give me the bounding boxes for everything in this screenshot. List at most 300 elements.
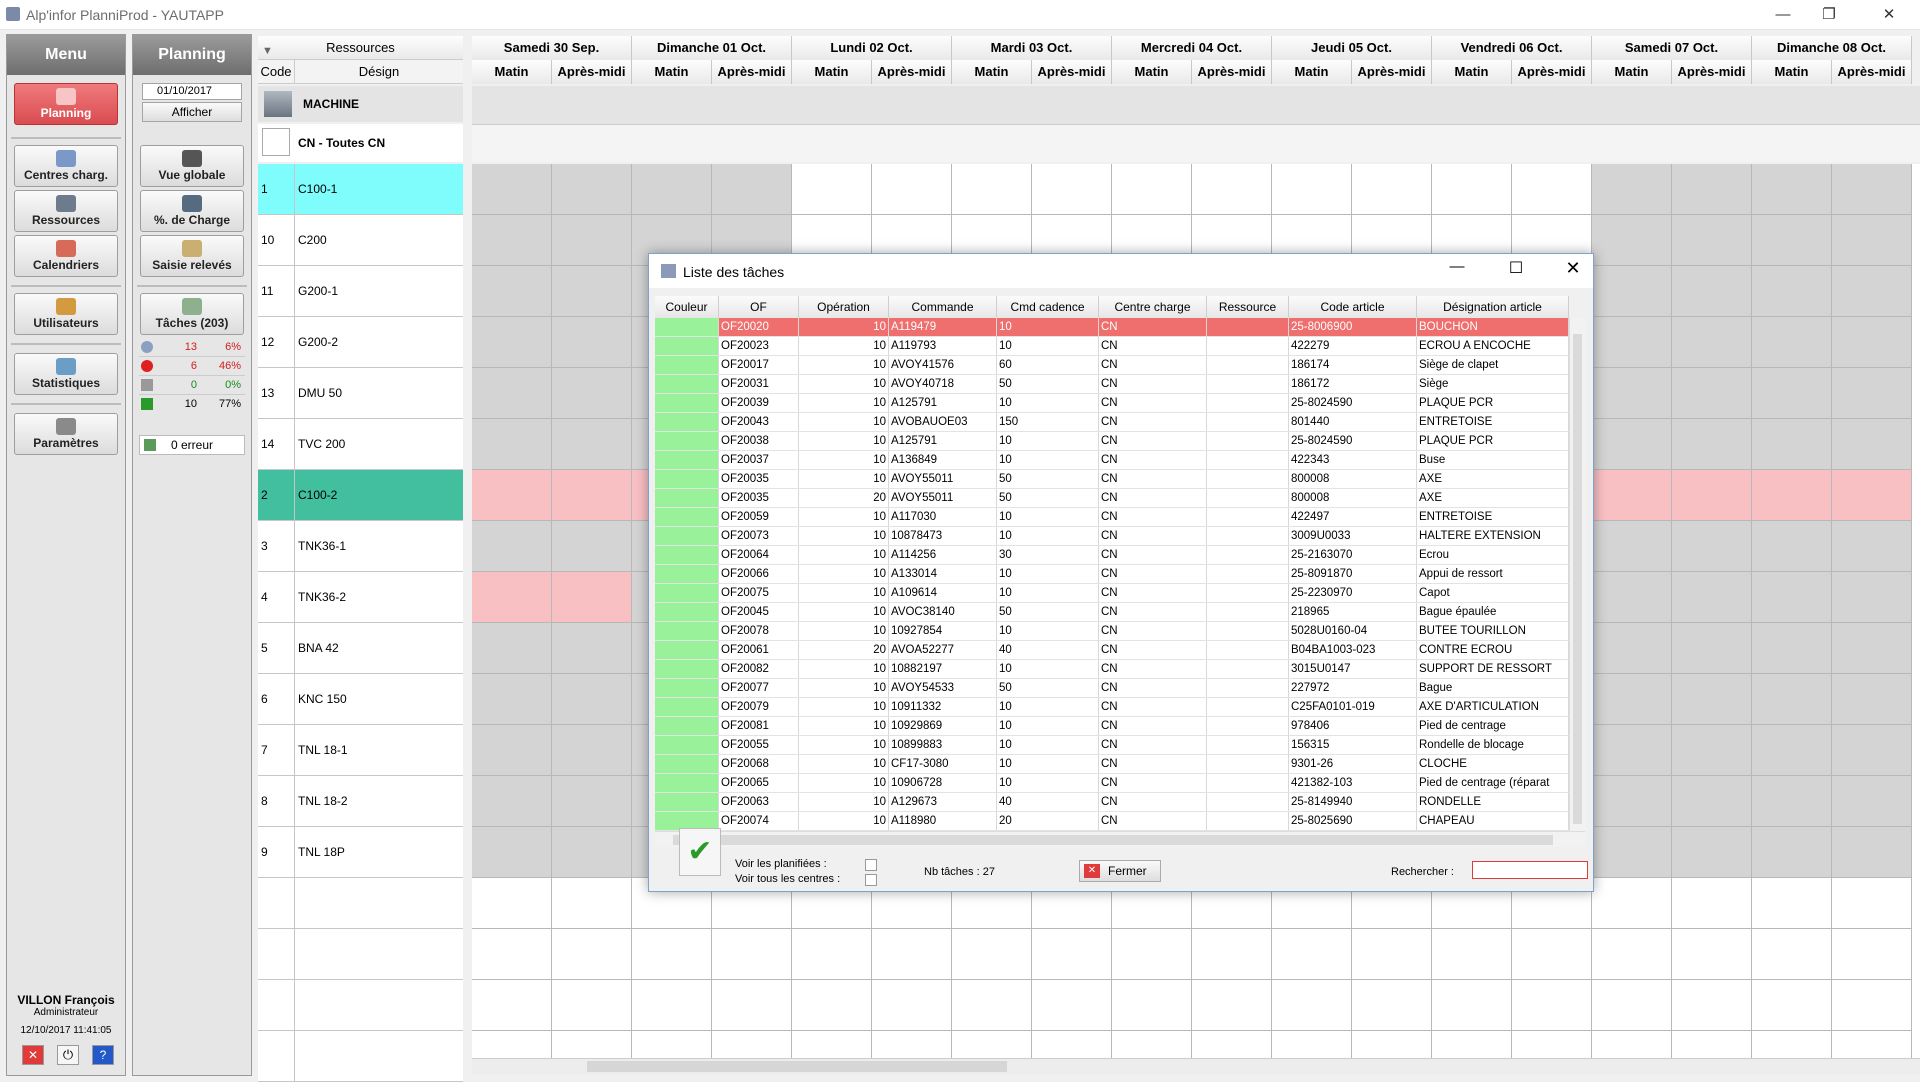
grid-cell[interactable] (552, 164, 632, 215)
grid-cell[interactable] (552, 827, 632, 878)
validate-check-icon[interactable]: ✔ (679, 828, 721, 876)
grid-cell[interactable] (1832, 368, 1912, 419)
window-title: Alp'infor PlanniProd - YAUTAPP (26, 7, 224, 23)
grid-cell[interactable] (472, 827, 552, 878)
grid-cell[interactable] (552, 623, 632, 674)
grid-cell[interactable] (1592, 368, 1672, 419)
date-input[interactable]: 01/10/2017 (142, 83, 242, 100)
grid-cell[interactable] (1672, 215, 1752, 266)
grid-cell[interactable] (1672, 470, 1752, 521)
grid-cell[interactable] (872, 164, 952, 215)
task-row[interactable] (655, 337, 1569, 356)
grid-cell[interactable] (1672, 776, 1752, 827)
grid-cell[interactable] (1592, 827, 1672, 878)
task-table[interactable] (655, 318, 1569, 831)
grid-cell[interactable] (1352, 929, 1432, 980)
maximize-button[interactable]: ❐ (1822, 6, 1836, 23)
task-cell: 10 (799, 318, 889, 336)
grid-cell[interactable] (472, 980, 552, 1031)
grid-cell[interactable] (1512, 1031, 1592, 1058)
task-cell (1207, 641, 1289, 659)
grid-cell[interactable] (792, 980, 872, 1031)
voir-centres-checkbox[interactable] (865, 874, 877, 886)
col-code[interactable]: Code (258, 60, 295, 84)
grid-cell[interactable] (552, 725, 632, 776)
grid-cell[interactable] (472, 1031, 552, 1058)
grid-cell[interactable] (1272, 1031, 1352, 1058)
grid-cell[interactable] (952, 164, 1032, 215)
grid-cell[interactable] (1752, 878, 1832, 929)
dialog-maximize-button[interactable]: ☐ (1508, 260, 1524, 277)
grid-cell[interactable] (1832, 215, 1912, 266)
grid-cell[interactable] (1112, 980, 1192, 1031)
search-input[interactable] (1472, 861, 1588, 879)
grid-cell[interactable] (872, 1031, 952, 1058)
grid-cell[interactable] (1032, 164, 1112, 215)
task-row[interactable] (655, 470, 1569, 489)
grid-cell[interactable] (1592, 164, 1672, 215)
power-icon[interactable]: ⏻ (57, 1045, 79, 1065)
task-row[interactable] (655, 660, 1569, 679)
grid-cell[interactable] (1432, 980, 1512, 1031)
grid-cell[interactable] (1672, 317, 1752, 368)
grid-cell[interactable] (1832, 1031, 1912, 1058)
task-row[interactable] (655, 565, 1569, 584)
task-cell: Pied de centrage (1417, 717, 1569, 735)
grid-cell[interactable] (552, 368, 632, 419)
resource-row[interactable] (258, 827, 463, 878)
col-code-article[interactable]: Code article (1289, 296, 1417, 318)
resource-row[interactable] (258, 215, 463, 266)
task-row[interactable] (655, 793, 1569, 812)
grid-cell[interactable] (1592, 929, 1672, 980)
resource-name: C100-2 (298, 488, 338, 502)
task-cell: CN (1099, 489, 1207, 507)
task-cell: AVOY41576 (889, 356, 997, 374)
charge-button[interactable]: %. de Charge (140, 190, 244, 232)
grid-cell[interactable] (472, 419, 552, 470)
grid-cell[interactable] (1672, 164, 1752, 215)
halfday-am: Matin (632, 60, 712, 84)
task-row[interactable] (655, 717, 1569, 736)
tools-icon (141, 379, 153, 391)
task-cell (1207, 318, 1289, 336)
grid-cell[interactable] (632, 1031, 712, 1058)
grid-cell[interactable] (1672, 368, 1752, 419)
task-cell: ENTRETOISE (1417, 508, 1569, 526)
grid-cell[interactable] (1432, 164, 1512, 215)
grid-cell[interactable] (1832, 725, 1912, 776)
task-cell (1207, 603, 1289, 621)
grid-cell[interactable] (1192, 929, 1272, 980)
resource-row[interactable] (258, 521, 463, 572)
task-row[interactable] (655, 679, 1569, 698)
task-cell: 10 (799, 717, 889, 735)
grid-cell[interactable] (1752, 521, 1832, 572)
resource-row[interactable] (258, 266, 463, 317)
grid-cell[interactable] (1832, 980, 1912, 1031)
grid-cell[interactable] (1832, 674, 1912, 725)
task-cell (1207, 451, 1289, 469)
grid-cell[interactable] (1832, 623, 1912, 674)
halfday-pm: Après-midi (1352, 60, 1432, 84)
task-row[interactable] (655, 546, 1569, 565)
grid-cell[interactable] (552, 776, 632, 827)
grid-cell[interactable] (792, 929, 872, 980)
grid-cell[interactable] (872, 980, 952, 1031)
grid-cell[interactable] (1672, 623, 1752, 674)
grid-cell[interactable] (1592, 776, 1672, 827)
grid-cell[interactable] (1672, 1031, 1752, 1058)
grid-cell[interactable] (1672, 980, 1752, 1031)
grid-cell[interactable] (552, 674, 632, 725)
grid-cell[interactable] (1112, 929, 1192, 980)
col-commande[interactable]: Commande (889, 296, 997, 318)
grid-cell[interactable] (1192, 1031, 1272, 1058)
resource-row[interactable] (258, 725, 463, 776)
grid-cell[interactable] (1512, 929, 1592, 980)
task-cell: CF17-3080 (889, 755, 997, 773)
grid-cell[interactable] (712, 929, 792, 980)
task-cell: OF20037 (719, 451, 799, 469)
grid-cell[interactable] (792, 1031, 872, 1058)
grid-cell[interactable] (1752, 623, 1832, 674)
task-cell: OF20063 (719, 793, 799, 811)
task-cell: 10 (997, 698, 1099, 716)
grid-cell[interactable] (1512, 980, 1592, 1031)
grid-cell[interactable] (1272, 929, 1352, 980)
grid-cell[interactable] (1832, 317, 1912, 368)
task-row[interactable] (655, 603, 1569, 622)
alert-icon (141, 360, 153, 372)
grid-cell[interactable] (1592, 317, 1672, 368)
dialog-close-button[interactable]: ✕ (1565, 258, 1581, 278)
grid-cell[interactable] (472, 572, 552, 623)
grid-cell[interactable] (552, 266, 632, 317)
grid-cell[interactable] (632, 164, 712, 215)
color-cell (655, 527, 719, 545)
task-cell (1207, 660, 1289, 678)
task-row[interactable] (655, 508, 1569, 527)
col-of[interactable]: OF (719, 296, 799, 318)
grid-cell[interactable] (1832, 266, 1912, 317)
group-machine[interactable]: MACHINE (258, 86, 463, 122)
grid-cell[interactable] (1192, 164, 1272, 215)
grid-cell[interactable] (1432, 1031, 1512, 1058)
task-cell: 10 (799, 679, 889, 697)
grid-cell[interactable] (1592, 419, 1672, 470)
grid-cell[interactable] (1432, 929, 1512, 980)
grid-cell[interactable] (1672, 572, 1752, 623)
halfday-am: Matin (472, 60, 552, 84)
task-row[interactable] (655, 812, 1569, 831)
task-cell: 10 (799, 660, 889, 678)
error-button[interactable]: 0 erreur (139, 435, 245, 455)
col-cmd-cadence[interactable]: Cmd cadence (997, 296, 1099, 318)
resource-row[interactable] (258, 164, 463, 215)
task-cell: CN (1099, 470, 1207, 488)
menu-ressources-button[interactable]: Ressources (14, 190, 118, 232)
grid-cell[interactable] (472, 470, 552, 521)
grid-cell[interactable] (472, 215, 552, 266)
grid-cell[interactable] (472, 266, 552, 317)
task-cell: CN (1099, 793, 1207, 811)
grid-cell[interactable] (1352, 1031, 1432, 1058)
grid-cell[interactable] (1752, 470, 1832, 521)
grid-cell[interactable] (1752, 215, 1832, 266)
grid-cell[interactable] (1112, 1031, 1192, 1058)
task-row[interactable] (655, 755, 1569, 774)
col-ressource[interactable]: Ressource (1207, 296, 1289, 318)
grid-cell[interactable] (952, 929, 1032, 980)
grid-cell[interactable] (1832, 164, 1912, 215)
grid-cell[interactable] (1672, 827, 1752, 878)
afficher-button[interactable]: Afficher (142, 102, 242, 122)
task-row[interactable] (655, 413, 1569, 432)
day-header-cell: Lundi 02 Oct. (792, 36, 952, 60)
task-cell: Capot (1417, 584, 1569, 602)
grid-cell[interactable] (1672, 266, 1752, 317)
grid-cell[interactable] (1752, 317, 1832, 368)
grid-cell[interactable] (1272, 980, 1352, 1031)
resource-row[interactable] (258, 317, 463, 368)
grid-cell[interactable] (1592, 623, 1672, 674)
help-icon[interactable]: ? (92, 1045, 114, 1065)
grid-cell[interactable] (472, 623, 552, 674)
grid-cell[interactable] (1592, 470, 1672, 521)
grid-cell[interactable] (1592, 572, 1672, 623)
menu-centres-button[interactable]: Centres charg. (14, 145, 118, 187)
resource-row[interactable] (258, 776, 463, 827)
menu-statistiques-button[interactable]: Statistiques (14, 353, 118, 395)
grid-cell[interactable] (1032, 1031, 1112, 1058)
resource-row[interactable] (258, 674, 463, 725)
taches-button[interactable]: Tâches (203) (140, 293, 244, 335)
grid-cell[interactable] (1752, 929, 1832, 980)
grid-cell[interactable] (1032, 929, 1112, 980)
grid-cell[interactable] (1672, 725, 1752, 776)
day-header-cell: Jeudi 05 Oct. (1272, 36, 1432, 60)
task-row[interactable] (655, 736, 1569, 755)
grid-cell[interactable] (1352, 164, 1432, 215)
halfday-pm: Après-midi (872, 60, 952, 84)
grid-cell[interactable] (472, 521, 552, 572)
col-d-signation-article[interactable]: Désignation article (1417, 296, 1569, 318)
close-button[interactable]: ✕ (1882, 6, 1896, 23)
grid-cell[interactable] (1512, 164, 1592, 215)
grid-cell[interactable] (1752, 827, 1832, 878)
task-cell: RONDELLE (1417, 793, 1569, 811)
grid-cell[interactable] (1752, 164, 1832, 215)
grid-cell[interactable] (632, 980, 712, 1031)
grid-cell[interactable] (1752, 776, 1832, 827)
task-row[interactable] (655, 451, 1569, 470)
resource-code: 3 (261, 539, 268, 553)
grid-cell[interactable] (472, 368, 552, 419)
task-cell: CN (1099, 584, 1207, 602)
table-hscrollbar[interactable] (655, 831, 1585, 847)
resource-name: TNL 18-1 (298, 743, 348, 757)
grid-cell[interactable] (1272, 164, 1352, 215)
grid-cell[interactable] (472, 164, 552, 215)
task-cell (1207, 356, 1289, 374)
task-cell: 10 (799, 451, 889, 469)
resource-code: 1 (261, 182, 268, 196)
day-header-cell: Mardi 03 Oct. (952, 36, 1112, 60)
grid-cell[interactable] (552, 470, 632, 521)
settings-icon (56, 418, 76, 435)
task-row[interactable] (655, 489, 1569, 508)
grid-cell[interactable] (472, 878, 552, 929)
grid-cell[interactable] (1752, 572, 1832, 623)
grid-cell[interactable] (552, 572, 632, 623)
grid-cell[interactable] (1672, 521, 1752, 572)
task-cell (1207, 489, 1289, 507)
task-row[interactable] (655, 375, 1569, 394)
task-row[interactable] (655, 774, 1569, 793)
grid-cell[interactable] (1672, 878, 1752, 929)
task-row[interactable] (655, 318, 1569, 337)
grid-cell[interactable] (1592, 725, 1672, 776)
grid-cell[interactable] (952, 980, 1032, 1031)
task-row[interactable] (655, 584, 1569, 603)
grid-cell[interactable] (552, 1031, 632, 1058)
grid-cell[interactable] (1752, 980, 1832, 1031)
grid-cell[interactable] (1832, 929, 1912, 980)
grid-cell[interactable] (1832, 776, 1912, 827)
task-cell: CN (1099, 717, 1207, 735)
grid-cell[interactable] (1752, 368, 1832, 419)
grid-cell[interactable] (552, 878, 632, 929)
col-centre-charge[interactable]: Centre charge (1099, 296, 1207, 318)
halfday-pm: Après-midi (1032, 60, 1112, 84)
grid-cell[interactable] (472, 929, 552, 980)
grid-cell[interactable] (1672, 674, 1752, 725)
grid-cell[interactable] (1832, 878, 1912, 929)
menu-planning-button[interactable]: Planning (14, 83, 118, 125)
grid-cell[interactable] (872, 929, 952, 980)
grid-cell[interactable] (1592, 674, 1672, 725)
grid-cell[interactable] (472, 776, 552, 827)
subgroup-cn[interactable]: CN - Toutes CN (258, 124, 463, 162)
resource-row[interactable] (258, 572, 463, 623)
grid-cell[interactable] (1752, 419, 1832, 470)
grid-cell[interactable] (1832, 572, 1912, 623)
grid-cell[interactable] (792, 164, 872, 215)
task-row[interactable] (655, 432, 1569, 451)
grid-cell[interactable] (1832, 521, 1912, 572)
grid-cell[interactable] (1832, 827, 1912, 878)
grid-cell[interactable] (1592, 215, 1672, 266)
grid-cell[interactable] (1592, 980, 1672, 1031)
grid-cell[interactable] (712, 980, 792, 1031)
grid-hscrollbar[interactable] (472, 1058, 1920, 1074)
minimize-button[interactable]: — (1775, 6, 1791, 23)
task-cell: 10 (997, 527, 1099, 545)
grid-cell[interactable] (552, 980, 632, 1031)
task-row[interactable] (655, 698, 1569, 717)
grid-cell[interactable] (712, 164, 792, 215)
task-row[interactable] (655, 356, 1569, 375)
grid-cell[interactable] (1592, 1031, 1672, 1058)
grid-cell[interactable] (1352, 980, 1432, 1031)
task-cell: CN (1099, 603, 1207, 621)
resource-row[interactable] (258, 623, 463, 674)
grid-cell[interactable] (552, 215, 632, 266)
vue-globale-button[interactable]: Vue globale (140, 145, 244, 187)
dialog-title: Liste des tâches (683, 264, 785, 280)
grid-cell[interactable] (712, 1031, 792, 1058)
task-cell: 50 (997, 375, 1099, 393)
grid-cell[interactable] (1752, 1031, 1832, 1058)
filter-icon: ▼ (262, 45, 273, 57)
menu-utilisateurs-button[interactable]: Utilisateurs (14, 293, 118, 335)
grid-cell[interactable] (1832, 419, 1912, 470)
saisie-releves-button[interactable]: Saisie relevés (140, 235, 244, 277)
user-name: VILLON François (17, 993, 115, 1007)
task-cell: 800008 (1289, 489, 1417, 507)
menu-parametres-button[interactable]: Paramètres (14, 413, 118, 455)
menu-panel (6, 34, 126, 1076)
grid-cell[interactable] (1672, 929, 1752, 980)
resource-row[interactable] (258, 470, 463, 521)
resource-row[interactable] (258, 368, 463, 419)
grid-cell[interactable] (1592, 878, 1672, 929)
task-row[interactable] (655, 622, 1569, 641)
task-cell: OF20073 (719, 527, 799, 545)
grid-cell[interactable] (952, 1031, 1032, 1058)
grid-cell[interactable] (552, 419, 632, 470)
task-cell: A119479 (889, 318, 997, 336)
grid-cell[interactable] (1192, 980, 1272, 1031)
logout-icon[interactable]: ✕ (22, 1045, 44, 1065)
task-cell: AVOY55011 (889, 470, 997, 488)
grid-cell[interactable] (1672, 419, 1752, 470)
voir-planifiees-checkbox[interactable] (865, 859, 877, 871)
centres-icon (56, 150, 76, 167)
task-cell: OF20082 (719, 660, 799, 678)
grid-cell[interactable] (1752, 266, 1832, 317)
task-row[interactable] (655, 527, 1569, 546)
grid-cell[interactable] (552, 317, 632, 368)
grid-cell[interactable] (1592, 521, 1672, 572)
grid-cell[interactable] (1752, 674, 1832, 725)
grid-cell[interactable] (472, 725, 552, 776)
grid-cell[interactable] (472, 674, 552, 725)
menu-calendriers-button[interactable]: Calendriers (14, 235, 118, 277)
resource-row[interactable] (258, 419, 463, 470)
task-row[interactable] (655, 641, 1569, 660)
table-vscrollbar[interactable] (1569, 318, 1585, 831)
grid-cell[interactable] (1752, 725, 1832, 776)
dialog-minimize-button[interactable]: — (1449, 258, 1465, 275)
task-cell: CN (1099, 679, 1207, 697)
grid-cell[interactable] (552, 521, 632, 572)
grid-cell[interactable] (1832, 470, 1912, 521)
grid-cell[interactable] (1032, 980, 1112, 1031)
grid-cell[interactable] (472, 317, 552, 368)
fermer-button[interactable]: ✕ Fermer (1079, 860, 1161, 882)
grid-cell[interactable] (552, 929, 632, 980)
halfday-am: Matin (1112, 60, 1192, 84)
grid-cell[interactable] (1592, 266, 1672, 317)
col-design[interactable]: Désign (295, 60, 463, 84)
task-row[interactable] (655, 394, 1569, 413)
col-op-ration[interactable]: Opération (799, 296, 889, 318)
col-couleur[interactable]: Couleur (655, 296, 719, 318)
grid-cell[interactable] (632, 929, 712, 980)
grid-cell[interactable] (1112, 164, 1192, 215)
